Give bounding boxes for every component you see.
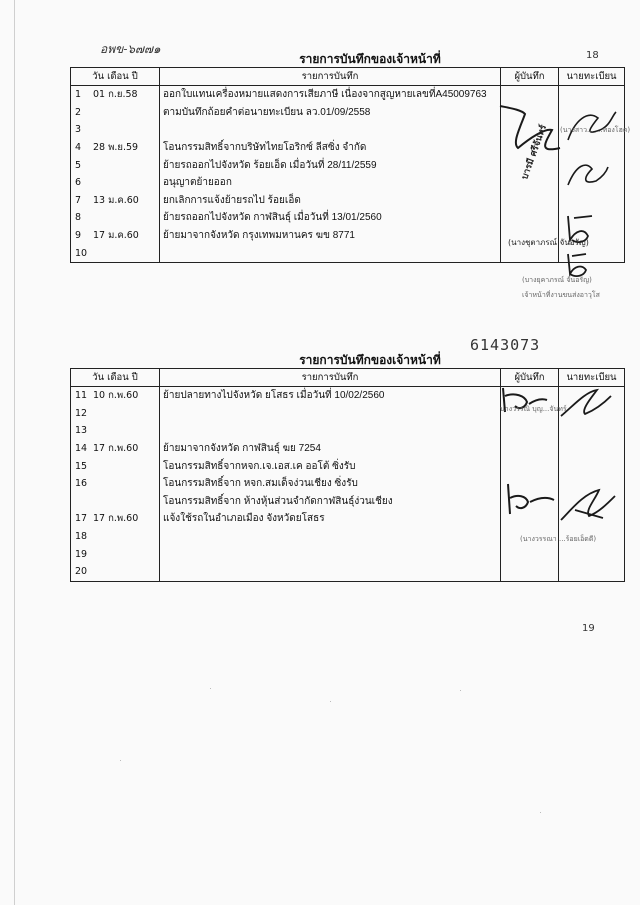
row-number: 16 bbox=[75, 478, 88, 490]
stamp-name-5: เจ้าหน้าที่งานขนส่งอาวุโส bbox=[522, 291, 600, 299]
cell-registrar bbox=[559, 156, 625, 174]
section-title-2: รายการบันทึกของเจ้าหน้าที่ bbox=[299, 353, 441, 367]
cell-record-text: ยกเลิกการแจ้งย้ายรถไป ร้อยเอ็ด bbox=[160, 192, 501, 210]
cell-registrar bbox=[559, 563, 625, 581]
cell-date bbox=[71, 405, 160, 423]
bottom-page-number: 19 bbox=[582, 623, 595, 634]
cell-date bbox=[71, 227, 160, 245]
cell-registrar bbox=[559, 440, 625, 458]
table-2-body bbox=[71, 387, 625, 582]
cell-registrar bbox=[559, 387, 625, 405]
cell-date bbox=[71, 387, 160, 405]
row-date: 28 พ.ย.59 bbox=[93, 142, 139, 154]
col-date-header: วัน เดือน ปี bbox=[71, 369, 160, 387]
record-table-1 bbox=[70, 67, 625, 263]
cell-record-text: โอนกรรมสิทธิ์จาก ห้างหุ้นส่วนจำกัดกาฬสินธุ์ง่วนเชียง bbox=[160, 493, 501, 511]
cell-record-text: ออกใบแทนเครื่องหมายแสดงการเสียภาษี เนื่องจากสูญหายเลขที่A45009763 bbox=[160, 86, 501, 104]
col-recorder-header: ผู้บันทึก bbox=[501, 68, 559, 86]
row-date: 17 ก.พ.60 bbox=[93, 443, 139, 455]
cell-registrar bbox=[559, 493, 625, 511]
cell-date bbox=[71, 174, 160, 192]
row-number: 6 bbox=[75, 177, 82, 189]
row-number: 4 bbox=[75, 142, 82, 154]
cell-date bbox=[71, 121, 160, 139]
scan-speck bbox=[330, 701, 331, 702]
stamp-name-6: นางวรรณิ บุญ...จันทร์ bbox=[500, 405, 567, 413]
table-row bbox=[71, 457, 625, 475]
row-number: 9 bbox=[75, 230, 82, 242]
cell-recorder bbox=[501, 493, 559, 511]
row-number: 17 bbox=[75, 513, 88, 525]
cell-date bbox=[71, 244, 160, 262]
cell-record-text: ย้ายรถออกไปจังหวัด ร้อยเอ็ด เมื่อวันที่ 28/11/2559 bbox=[160, 156, 501, 174]
cell-date bbox=[71, 545, 160, 563]
cell-record-text bbox=[160, 563, 501, 581]
col-record-header: รายการบันทึก bbox=[160, 369, 501, 387]
cell-registrar bbox=[559, 457, 625, 475]
row-number: 5 bbox=[75, 159, 82, 171]
cell-date bbox=[71, 139, 160, 157]
row-number: 15 bbox=[75, 460, 88, 472]
cell-date bbox=[71, 510, 160, 528]
cell-record-text: ย้ายมาจากจังหวัด กาฬสินธุ์ ฆย 7254 bbox=[160, 440, 501, 458]
row-date: 17 ก.พ.60 bbox=[93, 513, 139, 525]
cell-record-text bbox=[160, 405, 501, 423]
table-row bbox=[71, 174, 625, 192]
cell-record-text bbox=[160, 244, 501, 262]
section-title-1: รายการบันทึกของเจ้าหน้าที่ bbox=[299, 52, 441, 66]
table-row bbox=[71, 545, 625, 563]
row-number: 1 bbox=[75, 89, 82, 101]
cell-recorder bbox=[501, 510, 559, 528]
scan-speck bbox=[460, 690, 461, 691]
row-date: 13 ม.ค.60 bbox=[93, 194, 139, 206]
scan-speck bbox=[210, 688, 211, 689]
scan-fold-line bbox=[14, 0, 15, 905]
cell-record-text bbox=[160, 422, 501, 440]
cell-record-text: ย้ายมาจากจังหวัด กรุงเทพมหานคร ฆข 8771 bbox=[160, 227, 501, 245]
cell-record-text: ย้ายรถออกไปจังหวัด กาฬสินธุ์ เมื่อวันที่ 13/01/2560 bbox=[160, 209, 501, 227]
cell-recorder bbox=[501, 545, 559, 563]
row-number: 7 bbox=[75, 194, 82, 206]
table-row bbox=[71, 192, 625, 210]
cell-registrar bbox=[559, 510, 625, 528]
row-number: 12 bbox=[75, 407, 88, 419]
cell-record-text: อนุญาตย้ายออก bbox=[160, 174, 501, 192]
cell-registrar bbox=[559, 192, 625, 210]
table-row bbox=[71, 422, 625, 440]
cell-registrar bbox=[559, 422, 625, 440]
cell-date bbox=[71, 528, 160, 546]
cell-recorder bbox=[501, 563, 559, 581]
cell-record-text: โอนกรรมสิทธิ์จากหจก.เจ.เอส.เค ออโต้ ซิ่งรับ bbox=[160, 457, 501, 475]
cell-date bbox=[71, 192, 160, 210]
cell-registrar bbox=[559, 405, 625, 423]
cell-date bbox=[71, 86, 160, 104]
cell-recorder bbox=[501, 86, 559, 104]
cell-registrar bbox=[559, 86, 625, 104]
table-row bbox=[71, 104, 625, 122]
col-recorder-header: ผู้บันทึก bbox=[501, 369, 559, 387]
stamp-name-1: บารมี ศรีจันทร์ bbox=[520, 123, 550, 182]
table-row bbox=[71, 475, 625, 493]
cell-registrar bbox=[559, 475, 625, 493]
cell-registrar bbox=[559, 545, 625, 563]
cell-record-text bbox=[160, 545, 501, 563]
cell-record-text: แจ้งใช้รถในอำเภอเมือง จังหวัดยโสธร bbox=[160, 510, 501, 528]
cell-recorder bbox=[501, 104, 559, 122]
table-header bbox=[71, 369, 625, 387]
col-record-header: รายการบันทึก bbox=[160, 68, 501, 86]
cell-date bbox=[71, 493, 160, 511]
col-registrar-header: นายทะเบียน bbox=[559, 68, 625, 86]
stamp-name-2: (นางสาว... ...ทองโฮต) bbox=[560, 126, 631, 134]
scan-speck bbox=[120, 760, 121, 761]
cell-recorder bbox=[501, 387, 559, 405]
row-date: 01 ก.ย.58 bbox=[93, 89, 138, 101]
row-date: 10 ก.พ.60 bbox=[93, 390, 139, 402]
row-number: 20 bbox=[75, 566, 88, 578]
cell-recorder bbox=[501, 121, 559, 139]
table-row bbox=[71, 440, 625, 458]
table-header bbox=[71, 68, 625, 86]
cell-registrar bbox=[559, 174, 625, 192]
table-row bbox=[71, 86, 625, 104]
col-registrar-header: นายทะเบียน bbox=[559, 369, 625, 387]
cell-registrar bbox=[559, 104, 625, 122]
cell-registrar bbox=[559, 209, 625, 227]
row-number: 18 bbox=[75, 531, 88, 543]
top-page-number: 18 bbox=[586, 50, 599, 61]
cell-record-text: โอนกรรมสิทธิ์จากบริษัทไทยโอริกซ์ ลีสซิ่ง จำกัด bbox=[160, 139, 501, 157]
cell-recorder bbox=[501, 475, 559, 493]
handwritten-tag: อพข-๖๗๗๑ bbox=[100, 42, 161, 56]
scan-speck bbox=[540, 812, 541, 813]
row-number: 2 bbox=[75, 106, 82, 118]
row-number: 3 bbox=[75, 124, 82, 136]
cell-date bbox=[71, 440, 160, 458]
row-number: 13 bbox=[75, 425, 88, 437]
cell-registrar bbox=[559, 139, 625, 157]
record-table-2 bbox=[70, 368, 625, 582]
cell-record-text: ตามบันทึกถ้อยคำต่อนายทะเบียน ลว.01/09/2558 bbox=[160, 104, 501, 122]
cell-recorder bbox=[501, 457, 559, 475]
row-date: 17 ม.ค.60 bbox=[93, 230, 139, 242]
stamp-name-3: (นางชุตาภรณ์ จันอรัญ) bbox=[508, 238, 589, 247]
cell-recorder bbox=[501, 209, 559, 227]
cell-date bbox=[71, 563, 160, 581]
table-row bbox=[71, 387, 625, 405]
table-row bbox=[71, 156, 625, 174]
row-number: 19 bbox=[75, 548, 88, 560]
cell-date bbox=[71, 475, 160, 493]
cell-date bbox=[71, 209, 160, 227]
table-row bbox=[71, 493, 625, 511]
cell-date bbox=[71, 422, 160, 440]
col-date-header: วัน เดือน ปี bbox=[71, 68, 160, 86]
cell-record-text: โอนกรรมสิทธิ์จาก หจก.สมเด็จง่วนเชียง ซิ่งรับ bbox=[160, 475, 501, 493]
table-row bbox=[71, 563, 625, 581]
table-row bbox=[71, 510, 625, 528]
cell-record-text: ย้ายปลายทางไปจังหวัด ยโสธร เมื่อวันที่ 10/02/2560 bbox=[160, 387, 501, 405]
row-number: 8 bbox=[75, 212, 82, 224]
row-number: 11 bbox=[75, 390, 88, 402]
cell-recorder bbox=[501, 440, 559, 458]
serial-number: 6143073 bbox=[470, 336, 541, 354]
cell-date bbox=[71, 457, 160, 475]
stamp-name-4: (บางยุคาภรณ์ จันอรัญ) bbox=[522, 276, 592, 284]
cell-record-text bbox=[160, 528, 501, 546]
table-row bbox=[71, 209, 625, 227]
cell-record-text bbox=[160, 121, 501, 139]
cell-date bbox=[71, 104, 160, 122]
cell-date bbox=[71, 156, 160, 174]
stamp-name-7: (นางวรรณา ...ร้อยเอ็ดดี) bbox=[520, 535, 597, 543]
cell-recorder bbox=[501, 422, 559, 440]
row-number: 14 bbox=[75, 443, 88, 455]
cell-recorder bbox=[501, 192, 559, 210]
row-number: 10 bbox=[75, 247, 88, 259]
